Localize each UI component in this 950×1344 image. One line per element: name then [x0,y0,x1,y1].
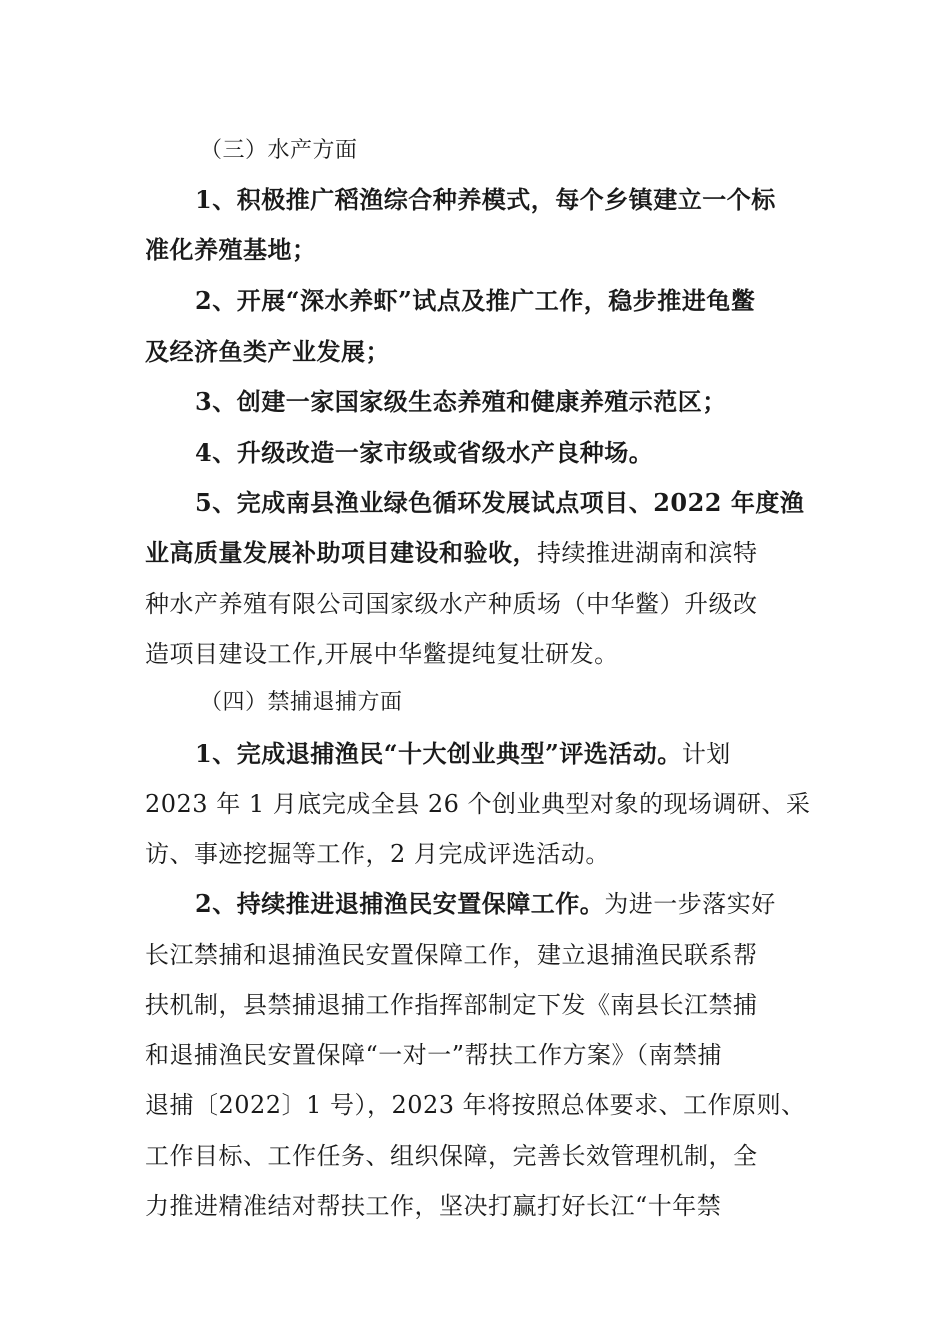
fishing-ban-item-2-line-1 [195,888,860,920]
fishing-ban-item-2-line-4: 和退捕渔民安置保障“一对一”帮扶工作方案》（南禁捕 [145,1041,723,1069]
aquaculture-item-5-line-2 [145,537,810,569]
section-heading-aquaculture: （三）水产方面 [200,138,358,163]
aquaculture-item-2-line-2: 及经济鱼类产业发展； [145,337,390,366]
aquaculture-item-3: 3、创建一家国家级生态养殖和健康养殖示范区； [195,387,727,416]
fishing-ban-item-2-line-2: 长江禁捕和退捕渔民安置保障工作，建立退捕渔民联系帮 [145,941,758,969]
aquaculture-item-5-line-1: 5、完成南县渔业绿色循环发展试点项目、2022 年度渔 [195,488,805,517]
aquaculture-item-2-line-1: 2、开展“深水养虾”试点及推广工作，稳步推进龟鳖 [195,286,756,315]
fishing-ban-item-2-line-6: 工作目标、工作任务、组织保障，完善长效管理机制，全 [145,1142,758,1170]
aquaculture-item-4: 4、升级改造一家市级或省级水产良种场。 [195,438,654,467]
fishing-ban-item-2-bold-part: 2、持续推进退捕渔民安置保障工作。 [195,889,605,918]
fishing-ban-item-1-bold-part: 1、完成退捕渔民“十大创业典型”评选活动。 [195,739,682,768]
aquaculture-item-1-line-1: 1、积极推广稻渔综合种养模式，每个乡镇建立一个标 [195,185,776,214]
fishing-ban-item-2-line-5: 退捕〔2022〕1 号），2023 年将按照总体要求、工作原则、 [145,1091,806,1119]
fishing-ban-item-2-line-7: 力推进精准结对帮扶工作，坚决打赢打好长江“十年禁 [145,1192,722,1220]
fishing-ban-item-1-line-3: 访、事迹挖掘等工作，2 月完成评选活动。 [145,840,610,868]
aquaculture-item-5-line-4: 造项目建设工作,开展中华鳖提纯复壮研发。 [145,640,619,668]
section-heading-fishing-ban: （四）禁捕退捕方面 [200,690,403,715]
fishing-ban-item-2-regular-part: 为进一步落实好 [604,890,776,918]
fishing-ban-item-1-regular-part: 计划 [681,740,731,768]
aquaculture-item-1-line-2: 准化养殖基地； [145,235,317,264]
fishing-ban-item-1-line-1 [195,738,860,770]
aquaculture-item-5-line-3: 种水产养殖有限公司国家级水产种质场（中华鳖）升级改 [145,590,758,618]
fishing-ban-item-2-line-3: 扶机制，县禁捕退捕工作指挥部制定下发《南县长江禁捕 [145,991,758,1019]
aquaculture-item-5-regular-part: 持续推进湖南和滨特 [537,539,758,567]
aquaculture-item-5-bold-part: 业高质量发展补助项目建设和验收， [145,538,537,567]
fishing-ban-item-1-line-2: 2023 年 1 月底完成全县 26 个创业典型对象的现场调研、采 [145,790,811,818]
